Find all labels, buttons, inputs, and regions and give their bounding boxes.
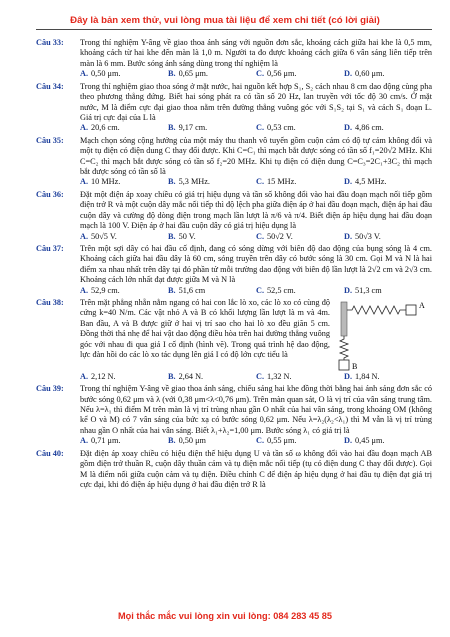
answer-value: 50√2 V. bbox=[267, 231, 293, 241]
answer-value: 0,50 μm. bbox=[91, 69, 121, 79]
answer-value: 0,65 μm. bbox=[178, 69, 208, 79]
answer-value: 0,45 μm. bbox=[355, 436, 385, 446]
answer-value: 1,32 N. bbox=[267, 371, 292, 381]
answer-a bbox=[80, 232, 168, 242]
question-text: Trong thí nghiệm Y-âng về giao thoa ánh sáng, chiếu sáng hai khe đồng thời bằng hai ánh sáng đơn sắc có bước sóng 0,62 μm và λ (với 0,38 μm<λ<0,76 μm). Trên màn quan sát, O là vị trí của vân sáng trung tâm. Nếu λ=λ₁ thì điểm M trên màn là vị trí trùng nhau gần O nhất của hai vân sáng, trong khoảng OM (không kể O và M) có 7 vân sáng của bức xạ có bước sóng 0,62 μm. Nếu λ=λ₂(λ₂<λ₁) thì M vẫn là vị trí trùng nhau gần O nhất của hai vân sáng. Biết λ₁+λ₂=1,00 μm. Bước sóng λ₁ có giá trị là bbox=[80, 384, 432, 435]
header-banner: Đây là bản xem thử, vui lòng mua tài liệu để xem chi tiết (có lời giải) bbox=[70, 15, 380, 26]
answer-value: 0,60 μm. bbox=[355, 69, 385, 79]
question-label: Câu 40: bbox=[36, 448, 64, 458]
answer-value: 1,84 N. bbox=[355, 371, 380, 381]
answer-letter: D. bbox=[344, 436, 353, 446]
answer-b bbox=[168, 436, 256, 446]
answer-options bbox=[80, 69, 432, 79]
spring-b bbox=[340, 336, 348, 360]
answer-letter: D. bbox=[344, 231, 353, 241]
question-label: Câu 37: bbox=[36, 243, 64, 253]
answer-c bbox=[256, 69, 344, 79]
block-b bbox=[339, 360, 349, 370]
answer-letter: C. bbox=[256, 285, 265, 295]
answer-letter: B. bbox=[168, 371, 176, 381]
spring-diagram-svg bbox=[336, 298, 432, 372]
answer-c bbox=[256, 436, 344, 446]
question-40 bbox=[36, 449, 432, 491]
answer-value: 52,9 cm. bbox=[91, 285, 120, 295]
question-34 bbox=[36, 82, 432, 134]
answer-letter: B. bbox=[168, 69, 176, 79]
answer-c bbox=[256, 286, 344, 296]
question-35 bbox=[36, 136, 432, 188]
question-text: Mạch chọn sóng cộng hưởng của một máy thu thanh vô tuyến gồm cuộn cảm có độ tự cảm không đổi và một tụ điện có điện dung C thay đổi được. Khi C=C₁ thì mạch bắt được sóng có tần số f₁=20√2 MHz. Khi C=C₂ thì mạch bắt được sóng có tần số f₂=20 MHz. Khi tụ điện có điện dung C=C₃=2C₁+3C₂ thì mạch bắt được sóng có tần số là bbox=[80, 135, 432, 177]
answer-value: 2,64 N. bbox=[178, 371, 204, 381]
label-b: B bbox=[352, 361, 358, 371]
question-text: Trên một sợi dây có hai đầu cố định, đang có sóng dừng với biên độ dao động của bụng sóng là 4 cm. Khoảng cách giữa hai đầu dây là 60 cm, sóng truyền trên dây có bước sóng là 30 cm. Gọi M và N là hai điểm xa nhau nhất trên dây tại đó phần tử mỗi trường dao động với biên độ lần lượt là 2√2 cm và 2√3 cm. Khoảng cách lớn nhất đạt được giữa M và N là bbox=[80, 243, 432, 285]
answer-c bbox=[256, 123, 344, 133]
answer-value: 0,50 μm bbox=[178, 436, 206, 446]
answer-a bbox=[80, 177, 168, 187]
question-label: Câu 35: bbox=[36, 135, 64, 145]
answer-letter: B. bbox=[168, 177, 176, 187]
answer-options bbox=[80, 177, 432, 187]
question-38 bbox=[36, 298, 432, 382]
answer-value: 52,5 cm. bbox=[267, 285, 296, 295]
question-label: Câu 39: bbox=[36, 384, 64, 394]
answer-options bbox=[80, 123, 432, 133]
question-36 bbox=[36, 190, 432, 242]
answer-letter: C. bbox=[256, 231, 265, 241]
answer-value: 50√5 V. bbox=[91, 231, 117, 241]
label-a: A bbox=[419, 300, 425, 310]
answer-b bbox=[168, 69, 256, 79]
answer-value: 2,12 N. bbox=[91, 371, 116, 381]
answer-a bbox=[80, 123, 168, 133]
question-text: Đặt một điện áp xoay chiều có giá trị hiệu dụng và tần số không đổi vào hai đầu đoạn mạch nối tiếp gồm điện trở R và một cuộn dây mắc nối tiếp thì độ lệch pha giữa điện áp ở hai đầu đoạn mạch, điện áp hai đầu cuộn dây và cường độ dòng điện trong mạch lần lượt là π/6 và π/4. Biết điện áp hiệu dụng hai đầu đoạn mạch là 100 V. Điện áp ở hai đầu cuộn dây có giá trị hiệu dụng là bbox=[80, 189, 432, 231]
block-a bbox=[406, 305, 416, 315]
answer-letter: A. bbox=[80, 177, 89, 187]
answer-options bbox=[80, 232, 432, 242]
answer-letter: D. bbox=[344, 285, 353, 295]
answer-value: 0,55 μm. bbox=[267, 436, 297, 446]
question-text: Trong thí nghiệm Y-âng về giao thoa ánh sáng với nguồn đơn sắc, khoảng cách giữa hai khe là 0,5 mm, khoảng cách từ hai khe đến màn là 1,0 m. Người ta đo được khoảng cách giữa 6 vân sáng liên tiếp trên màn là 6 mm. Bước sóng ánh sáng dùng trong thí nghiệm là bbox=[80, 38, 432, 68]
answer-d bbox=[344, 372, 432, 382]
answer-value: 50 V. bbox=[178, 231, 196, 241]
question-text: Đặt điện áp xoay chiều có hiệu điện thế hiệu dụng U và tần số ω không đổi vào hai đầu đoạn mạch AB gồm điện trở thuần R, cuộn dây thuần cảm và tụ điện mắc nối tiếp (tụ có điện dung C thay đổi được). Gọi M là điểm nối giữa cuộn cảm và tụ điện. Điều chỉnh C để điện áp hiệu dụng ở hai đầu tụ điện đạt giá trị cực đại, khi đó điện áp hiệu dụng ở hai đầu điện trở R là bbox=[80, 448, 432, 489]
answer-value: 50√3 V. bbox=[355, 231, 381, 241]
spring-pendulum-figure bbox=[336, 298, 432, 372]
answer-value: 51,6 cm bbox=[178, 285, 206, 295]
answer-value: 15 MHz. bbox=[267, 177, 297, 187]
footer-banner: Mọi thắc mắc vui lòng xin vui lòng: 084 283 45 85 bbox=[118, 611, 332, 621]
question-body-with-figure bbox=[80, 298, 432, 372]
answer-value: 0,71 μm. bbox=[91, 436, 121, 446]
answer-options bbox=[80, 286, 432, 296]
answer-value: 51,3 cm bbox=[355, 285, 382, 295]
answer-options bbox=[80, 436, 432, 446]
answer-letter: B. bbox=[168, 231, 176, 241]
answer-value: 5,3 MHz. bbox=[178, 177, 210, 187]
answer-c bbox=[256, 232, 344, 242]
answer-a bbox=[80, 69, 168, 79]
answer-d bbox=[344, 123, 432, 133]
answer-b bbox=[168, 123, 256, 133]
answer-c bbox=[256, 372, 344, 382]
answer-a bbox=[80, 436, 168, 446]
answer-letter: B. bbox=[168, 285, 176, 295]
question-label: Câu 33: bbox=[36, 38, 64, 47]
answer-letter: C. bbox=[256, 371, 265, 381]
answer-b bbox=[168, 286, 256, 296]
answer-a bbox=[80, 286, 168, 296]
answer-letter: D. bbox=[344, 69, 353, 79]
answer-value: 9,17 cm. bbox=[178, 123, 208, 133]
answer-a bbox=[80, 372, 168, 382]
answer-d bbox=[344, 69, 432, 79]
answer-letter: D. bbox=[344, 371, 353, 381]
answer-d bbox=[344, 286, 432, 296]
answer-b bbox=[168, 177, 256, 187]
question-label: Câu 34: bbox=[36, 81, 64, 91]
answer-letter: C. bbox=[256, 177, 265, 187]
answer-letter: C. bbox=[256, 69, 265, 79]
answer-letter: A. bbox=[80, 69, 89, 79]
question-39 bbox=[36, 384, 432, 447]
question-33 bbox=[36, 38, 432, 80]
answer-value: 4,5 MHz. bbox=[355, 177, 387, 187]
answer-options bbox=[80, 372, 432, 382]
answer-letter: A. bbox=[80, 123, 89, 133]
question-label: Câu 38: bbox=[36, 297, 64, 307]
answer-d bbox=[344, 177, 432, 187]
answer-letter: D. bbox=[344, 177, 353, 187]
answer-b bbox=[168, 232, 256, 242]
question-list bbox=[36, 38, 432, 492]
answer-d bbox=[344, 436, 432, 446]
answer-letter: B. bbox=[168, 436, 176, 446]
answer-d bbox=[344, 232, 432, 242]
answer-value: 0,53 cm. bbox=[267, 123, 296, 133]
answer-letter: C. bbox=[256, 436, 265, 446]
header-divider bbox=[36, 29, 432, 30]
answer-letter: A. bbox=[80, 436, 89, 446]
answer-c bbox=[256, 177, 344, 187]
answer-letter: C. bbox=[256, 123, 265, 133]
question-label: Câu 36: bbox=[36, 189, 64, 199]
answer-value: 0,56 μm. bbox=[267, 69, 297, 79]
answer-letter: A. bbox=[80, 285, 89, 295]
answer-letter: B. bbox=[168, 123, 176, 133]
question-37 bbox=[36, 244, 432, 296]
question-text: Trên mặt phẳng nhẵn nằm ngang có hai con lắc lò xo, các lò xo có cùng độ cứng k=40 N/m. Các vật nhỏ A và B có khối lượng lần lượt là m và 4m. Ban đầu, A và B được giữ ở hai vị trí sao cho hai lò xo đều giãn 5 cm. Đồng thời thả nhẹ để hai vật dao động điều hòa trên hai đường thẳng vuông góc với nhau đi qua giá I cố định (hình vẽ). Trong quá trình hệ dao động, lực đàn hồi do các lò xo tác dụng lên giá I có độ lớn cực tiểu là bbox=[80, 297, 330, 360]
answer-value: 20,6 cm. bbox=[91, 123, 120, 133]
answer-letter: D. bbox=[344, 123, 353, 133]
answer-value: 10 MHz. bbox=[91, 177, 121, 187]
answer-letter: A. bbox=[80, 231, 89, 241]
answer-value: 4,86 cm. bbox=[355, 123, 384, 133]
question-text: Trong thí nghiệm giao thoa sóng ở mặt nước, hai nguồn kết hợp S₁, S₂ cách nhau 8 cm dao động cùng pha theo phương thẳng đứng. Biết hai sóng phát ra có tần số 20 Hz, lan truyền với tốc độ 30 cm/s. Ở mặt nước, M là điểm cực đại giao thoa nằm trên đường thẳng vuông góc với S₁S₂ tại S₁ và cách S₁ đoạn L. Giá trị cực đại của L là bbox=[80, 81, 432, 122]
vertical-support bbox=[341, 302, 347, 336]
answer-b bbox=[168, 372, 256, 382]
answer-letter: A. bbox=[80, 371, 89, 381]
spring-a bbox=[347, 306, 406, 314]
